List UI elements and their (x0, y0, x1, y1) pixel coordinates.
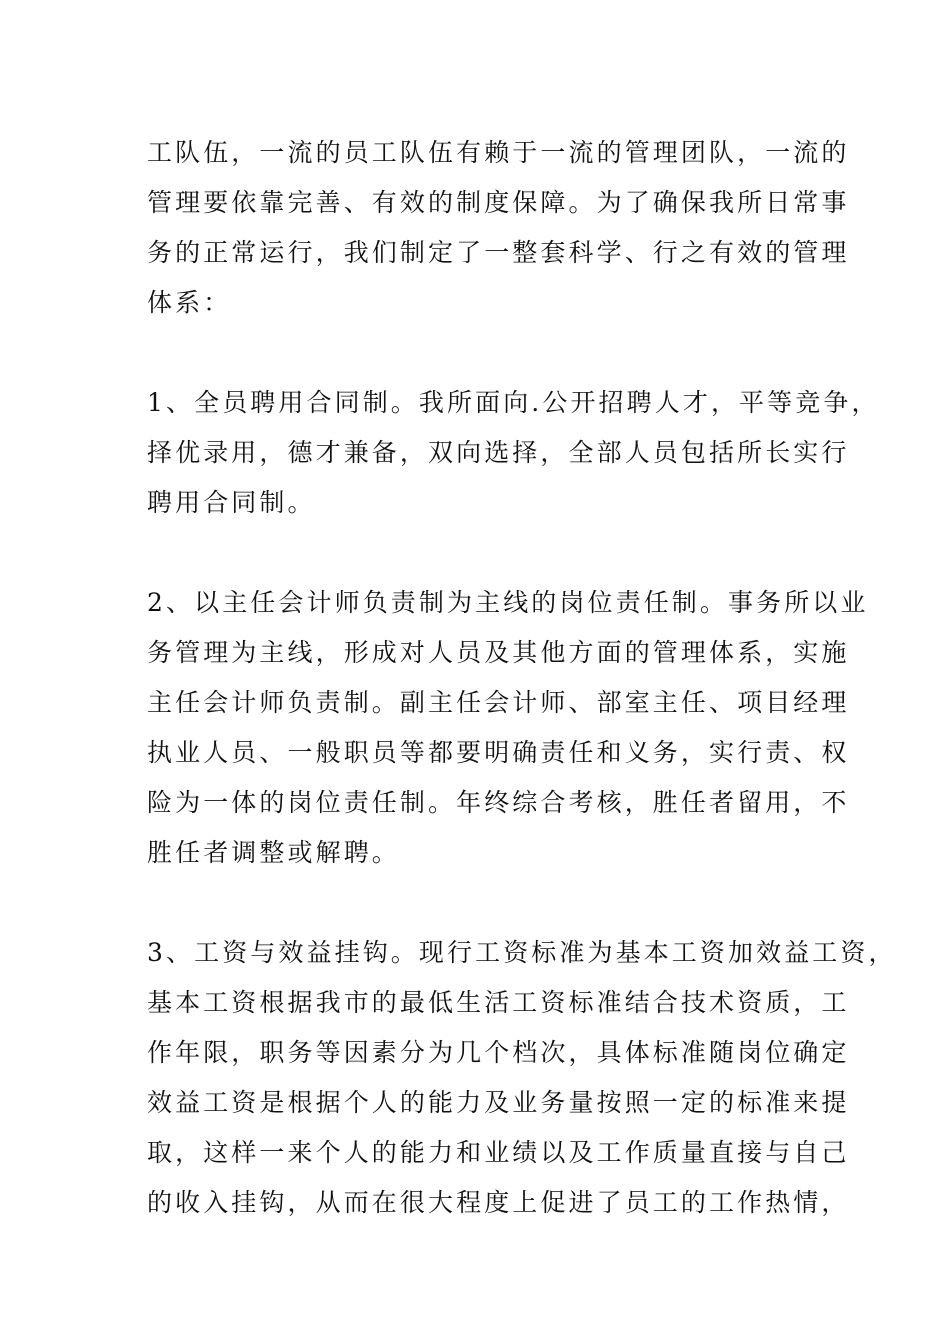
paragraph-item-1 (147, 378, 880, 528)
text-line: 险为一体的岗位责任制。年终综合考核，胜任者留用，不 (147, 788, 850, 817)
text-line: 作年限，职务等因素分为几个档次，具体标准随岗位确定 (147, 1038, 850, 1067)
text-line: 的收入挂钩，从而在很大程度上促进了员工的工作热情， (147, 1188, 850, 1217)
text-line: 取，这样一来个人的能力和业绩以及工作质量直接与自己 (147, 1138, 850, 1167)
text-line: 效益工资是根据个人的能力及业务量按照一定的标准来提 (147, 1088, 850, 1117)
paragraph-item-2 (147, 578, 869, 878)
text-line: 聘用合同制。 (147, 488, 316, 517)
text-line: 基本工资根据我市的最低生活工资标准结合技术资质，工 (147, 988, 850, 1017)
document-body (147, 128, 897, 1278)
text-line: 3、工资与效益挂钩。现行工资标准为基本工资加效益工资， (147, 938, 897, 967)
text-line: 体系： (147, 288, 232, 317)
text-line: 主任会计师负责制。副主任会计师、部室主任、项目经理 (147, 688, 850, 717)
paragraph-intro (147, 128, 850, 328)
text-line: 1、全员聘用合同制。我所面向.公开招聘人才，平等竞争， (147, 388, 880, 417)
text-line: 务管理为主线，形成对人员及其他方面的管理体系，实施 (147, 638, 850, 667)
text-line: 工队伍，一流的员工队伍有赖于一流的管理团队，一流的 (147, 138, 850, 167)
text-line: 执业人员、一般职员等都要明确责任和义务，实行责、权 (147, 738, 850, 767)
text-line: 择优录用，德才兼备，双向选择，全部人员包括所长实行 (147, 438, 850, 467)
paragraph-item-3 (147, 928, 897, 1228)
text-line: 务的正常运行，我们制定了一整套科学、行之有效的管理 (147, 238, 850, 267)
text-line: 管理要依靠完善、有效的制度保障。为了确保我所日常事 (147, 188, 850, 217)
text-line: 2、以主任会计师负责制为主线的岗位责任制。事务所以业 (147, 588, 869, 617)
text-line: 胜任者调整或解聘。 (147, 838, 400, 867)
